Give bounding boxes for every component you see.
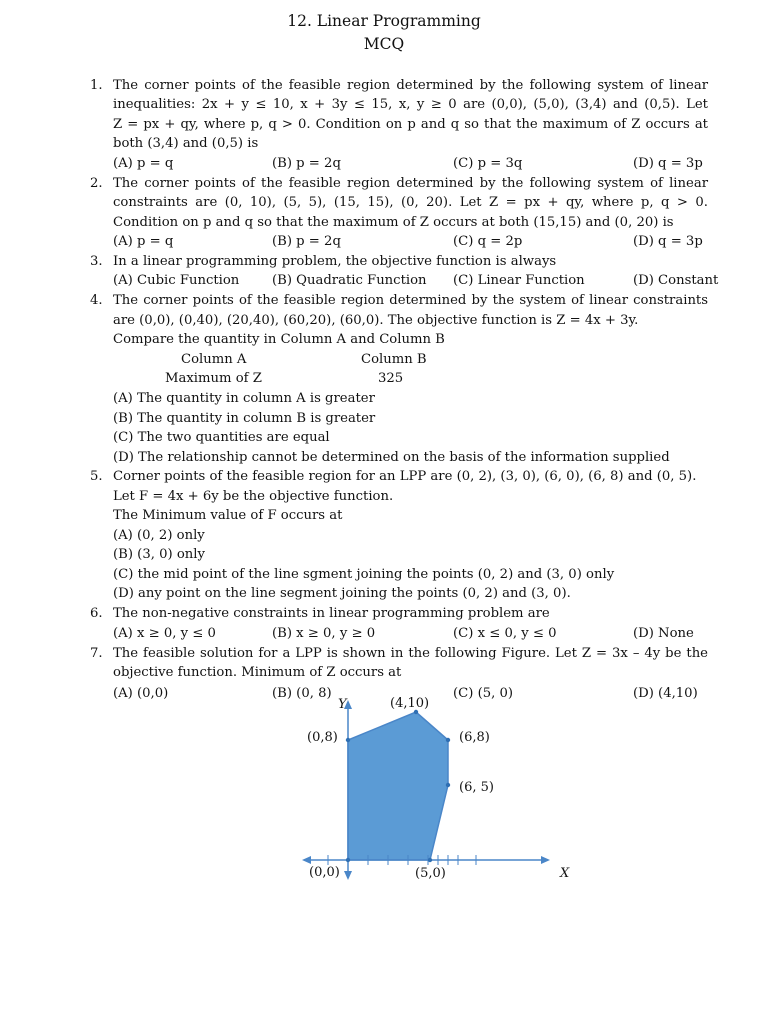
option-a: (A) The quantity in column A is greater <box>113 391 375 406</box>
y-axis-arrow-down <box>344 871 352 880</box>
option-c: (C) q = 2p <box>453 234 523 249</box>
question-text-line: objective function. Minimum of Z occurs at <box>113 665 402 680</box>
option-b: (B) p = 2q <box>272 234 341 249</box>
question-text-line: The corner points of the feasible region determined by the following system of linear <box>113 78 708 93</box>
question-text-line: are (0,0), (0,40), (20,40), (60,20), (60,0). The objective function is Z = 4x + 3y. <box>113 313 639 328</box>
vertex-label-6-8: (6,8) <box>459 730 490 745</box>
vertex-point <box>428 858 432 862</box>
question-text-line: Let F = 4x + 6y be the objective function. <box>113 489 394 504</box>
option-b: (B) (0, 8) <box>272 686 332 701</box>
column-a-header: Column A <box>181 352 247 367</box>
vertex-label-4-10: (4,10) <box>390 696 430 711</box>
option-d: (D) (4,10) <box>633 686 698 701</box>
column-b-header: Column B <box>361 352 427 367</box>
question-text-line: Condition on p and q so that the maximum of Z occurs at both (15,15) and (0, 20) is <box>113 215 674 230</box>
option-a: (A) p = q <box>113 156 174 171</box>
question-text-line: inequalities: 2x + y ≤ 10, x + 3y ≤ 15, x, y ≥ 0 are (0,0), (5,0), (3,4) and (0,5). Let <box>113 97 708 112</box>
y-axis-label: Y <box>338 697 347 712</box>
option-d: (D) None <box>633 626 694 641</box>
option-c: (C) The two quantities are equal <box>113 430 330 445</box>
question-text-line: Corner points of the feasible region for an LPP are (0, 2), (3, 0), (6, 0), (6, 8) and (0, 5). <box>113 469 697 484</box>
question-number: 7. <box>90 646 103 661</box>
feasible-region <box>348 712 448 860</box>
question-text-line: The feasible solution for a LPP is shown in the following Figure. Let Z = 3x – 4y be the <box>113 646 708 661</box>
question-text-line: The non-negative constraints in linear programming problem are <box>113 606 550 621</box>
vertex-point <box>346 858 350 862</box>
question-text-line: Z = px + qy, where p, q > 0. Condition on p and q so that the maximum of Z occurs at <box>113 117 708 132</box>
vertex-label-0-8: (0,8) <box>307 730 338 745</box>
vertex-label-6-5: (6, 5) <box>459 780 494 795</box>
x-axis-label: X <box>560 866 570 881</box>
question-number: 3. <box>90 254 103 269</box>
option-b: (B) p = 2q <box>272 156 341 171</box>
x-axis-arrow-left <box>302 856 311 864</box>
question-text-line: In a linear programming problem, the objective function is always <box>113 254 557 269</box>
x-axis-arrow-right <box>541 856 550 864</box>
option-c: (C) (5, 0) <box>453 686 514 701</box>
option-a: (A) x ≥ 0, y ≤ 0 <box>113 626 216 641</box>
option-d: (D) q = 3p <box>633 234 703 249</box>
option-b: (B) Quadratic Function <box>272 273 427 288</box>
option-b: (B) x ≥ 0, y ≥ 0 <box>272 626 376 641</box>
vertex-label-5-0: (5,0) <box>415 866 446 881</box>
question-text-line: Compare the quantity in Column A and Column B <box>113 332 445 347</box>
question-number: 4. <box>90 293 103 308</box>
vertex-point <box>446 783 450 787</box>
question-text-line: both (3,4) and (0,5) is <box>113 136 259 151</box>
option-b: (B) (3, 0) only <box>113 547 205 562</box>
column-a-value: Maximum of Z <box>165 371 262 386</box>
option-c: (C) the mid point of the line sgment joining the points (0, 2) and (3, 0) only <box>113 567 615 582</box>
vertex-point <box>346 738 350 742</box>
option-a: (A) Cubic Function <box>113 273 240 288</box>
question-number: 5. <box>90 469 103 484</box>
option-c: (C) Linear Function <box>453 273 585 288</box>
document-title: 12. Linear Programming <box>287 12 481 30</box>
vertex-label-0-0: (0,0) <box>309 865 340 880</box>
option-a: (A) (0,0) <box>113 686 169 701</box>
question-text-line: The corner points of the feasible region determined by the system of linear constraints <box>113 293 708 308</box>
option-d: (D) any point on the line segment joining the points (0, 2) and (3, 0). <box>113 586 571 601</box>
option-a: (A) (0, 2) only <box>113 528 205 543</box>
option-d: (D) Constant <box>633 273 719 288</box>
question-number: 2. <box>90 176 103 191</box>
question-text-line: The Minimum value of F occurs at <box>113 508 343 523</box>
question-number: 6. <box>90 606 103 621</box>
option-a: (A) p = q <box>113 234 174 249</box>
feasible-region-figure <box>280 690 590 890</box>
document-subtitle: MCQ <box>363 35 405 53</box>
option-c: (C) p = 3q <box>453 156 523 171</box>
option-c: (C) x ≤ 0, y ≤ 0 <box>453 626 557 641</box>
question-text-line: The corner points of the feasible region determined by the following system of linear <box>113 176 708 191</box>
option-b: (B) The quantity in column B is greater <box>113 411 376 426</box>
question-text-line: constraints are (0, 10), (5, 5), (15, 15), (0, 20). Let Z = px + qy, where p, q > 0. <box>113 195 708 210</box>
column-b-value: 325 <box>378 371 404 386</box>
vertex-point <box>446 738 450 742</box>
option-d: (D) q = 3p <box>633 156 703 171</box>
question-number: 1. <box>90 78 103 93</box>
option-d: (D) The relationship cannot be determined on the basis of the information supplied <box>113 450 670 465</box>
